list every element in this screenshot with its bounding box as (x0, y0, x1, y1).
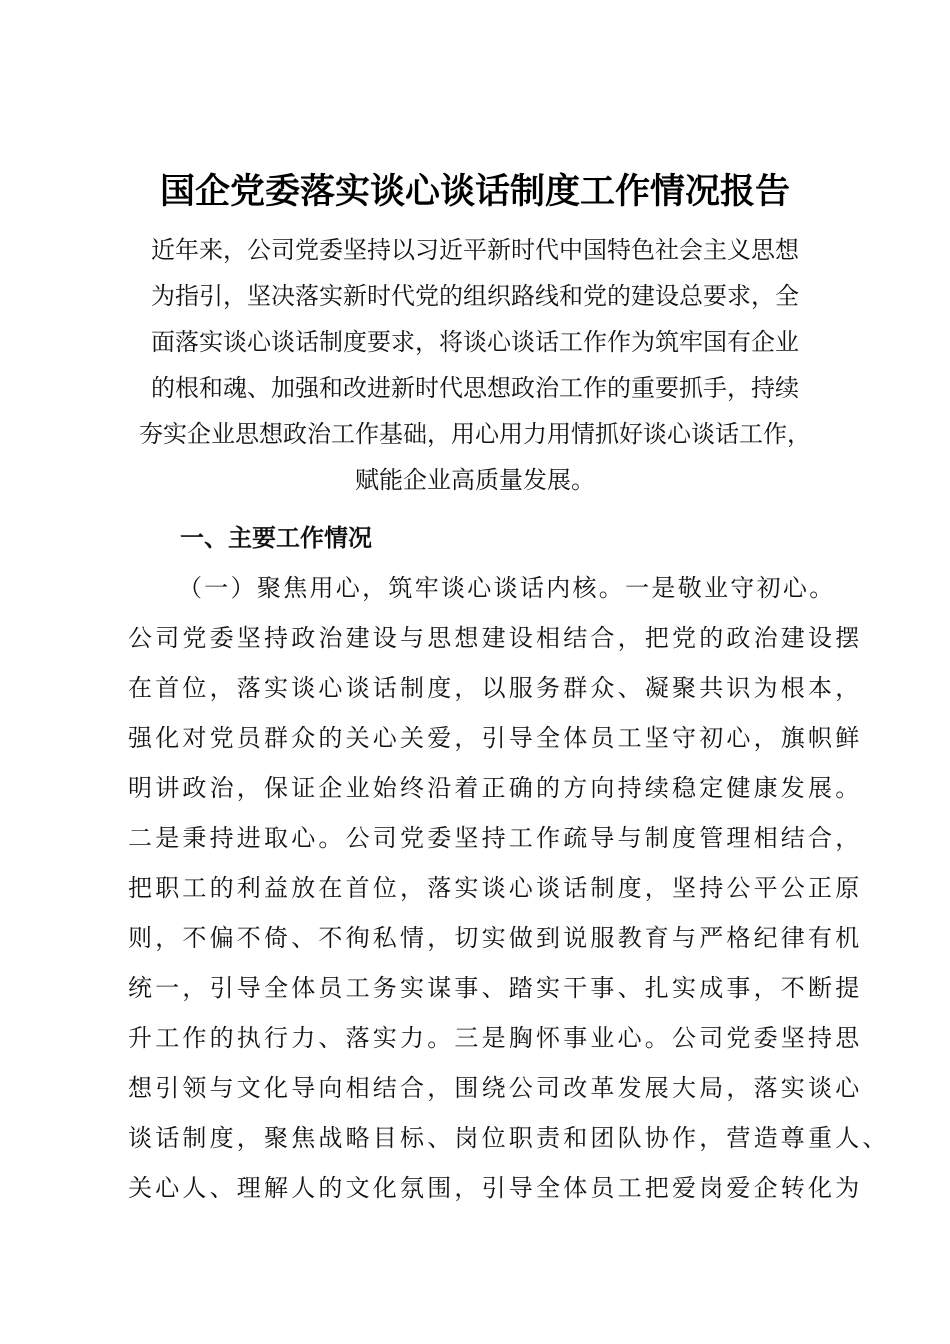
intro-line: 为指引，坚决落实新时代党的组织路线和党的建设总要求，全 (151, 282, 799, 310)
body-line: 想引领与文化导向相结合，围绕公司改革发展大局，落实谈心 (128, 1074, 863, 1102)
body-line: 则，不偏不倚、不徇私情，切实做到说服教育与严格纪律有机 (128, 924, 863, 952)
body-line: 统一，引导全体员工务实谋事、踏实干事、扎实成事，不断提 (128, 974, 863, 1002)
body-line: 公司党委坚持政治建设与思想建设相结合，把党的政治建设摆 (128, 624, 863, 652)
body-line: 关心人、理解人的文化氛围，引导全体员工把爱岗爱企转化为 (128, 1174, 863, 1202)
intro-line: 的根和魂、加强和改进新时代思想政治工作的重要抓手，持续 (151, 374, 799, 402)
document-title: 国企党委落实谈心谈话制度工作情况报告 (159, 172, 790, 212)
body-line: 二是秉持进取心。公司党委坚持工作疏导与制度管理相结合， (128, 824, 863, 852)
body-line: （一）聚焦用心，筑牢谈心谈话内核。一是敬业守初心。 (178, 574, 836, 602)
body-line: 谈话制度，聚焦战略目标、岗位职责和团队协作，营造尊重人、 (128, 1124, 890, 1152)
section-heading: 一、主要工作情况 (180, 524, 372, 552)
body-line: 把职工的利益放在首位，落实谈心谈话制度，坚持公平公正原 (128, 874, 863, 902)
intro-line: 近年来，公司党委坚持以习近平新时代中国特色社会主义思想 (151, 236, 799, 264)
intro-line: 面落实谈心谈话制度要求，将谈心谈话工作作为筑牢国有企业 (151, 328, 799, 356)
intro-line: 夯实企业思想政治工作基础，用心用力用情抓好谈心谈话工作， (139, 420, 811, 448)
body-line: 在首位，落实谈心谈话制度，以服务群众、凝聚共识为根本， (128, 674, 863, 702)
body-line: 强化对党员群众的关心关爱，引导全体员工坚守初心，旗帜鲜 (128, 724, 863, 752)
body-line: 升工作的执行力、落实力。三是胸怀事业心。公司党委坚持思 (128, 1024, 863, 1052)
body-line: 明讲政治，保证企业始终沿着正确的方向持续稳定健康发展。 (128, 774, 863, 802)
intro-line: 赋能企业高质量发展。 (355, 466, 595, 494)
